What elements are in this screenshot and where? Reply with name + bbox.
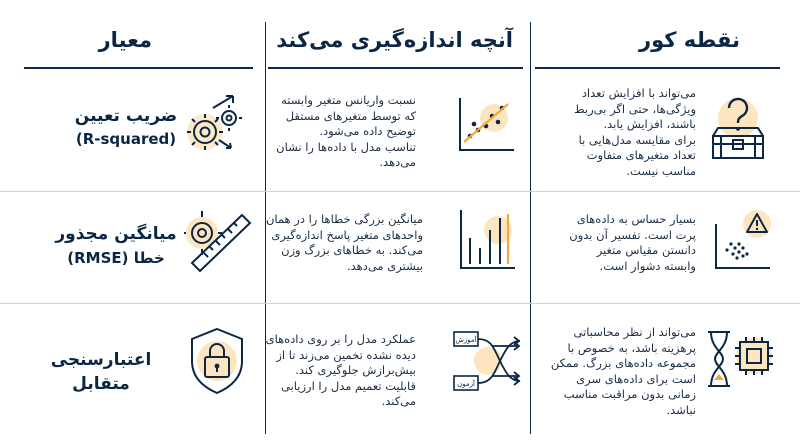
desc-line: وابسته دشوار است.: [599, 258, 696, 273]
blind-spot-desc-r-squared: [546, 86, 696, 179]
metric-name: میانگین مجذور: [55, 224, 177, 244]
header-blind-spot: نقطه کور: [639, 28, 740, 52]
desc-line: توضیح داده می‌شود.: [319, 124, 416, 138]
metric-r-squared: [70, 104, 182, 150]
desc-line: می‌تواند با افزایش تعداد: [581, 86, 696, 100]
desc-line: باشند، افزایش یابد.: [603, 117, 696, 131]
desc-line: برای مقایسه مدل‌هایی با: [578, 132, 696, 147]
desc-line: دیده نشده تخمین می‌زند تا از: [276, 347, 416, 362]
question-chest-icon: [705, 92, 771, 162]
desc-line: دانستن مقیاس متغیر: [596, 243, 696, 257]
measures-desc-rmse: [255, 212, 423, 274]
desc-line: میانگین بزرگی خطاها را در همان: [265, 212, 423, 226]
gears-growth-icon: [183, 92, 249, 156]
desc-line: مناسب نیست.: [626, 163, 696, 178]
train-test-split-icon: [452, 328, 524, 394]
split-label-train: آموزش: [455, 336, 477, 344]
desc-line: قابلیت تعمیم مدل را ارزیابی: [280, 378, 416, 393]
column-divider-2: [530, 22, 531, 434]
header-underline-measures: [268, 67, 523, 69]
desc-line: نباشد.: [666, 402, 696, 417]
desc-line: واحدهای متغیر پاسخ اندازه‌گیری: [271, 227, 423, 242]
header-measures: آنچه اندازه‌گیری می‌کند: [276, 28, 513, 52]
desc-line: تعداد متغیرهای متفاوت: [586, 148, 696, 162]
metric-cross-validation: [26, 348, 176, 396]
desc-line: تناسب مدل با داده‌ها را نشان: [276, 139, 416, 154]
desc-line: مجموعه داده‌های بزرگ. ممکن: [550, 356, 696, 370]
desc-line: عملکرد مدل را بر روی داده‌های: [265, 332, 416, 346]
metric-name: اعتبارسنجی متقابل: [50, 350, 152, 394]
metric-rmse: [52, 222, 180, 270]
desc-line: است برای داده‌های سری: [576, 371, 696, 386]
desc-line: پرت است. تفسیر آن بدون: [569, 227, 696, 242]
header-underline-criterion: [24, 67, 253, 69]
desc-line: نسبت واریانس متغیر وابسته: [281, 93, 416, 107]
scatter-trendline-icon: [456, 96, 516, 154]
desc-line: می‌تواند از نظر محاسباتی: [573, 325, 696, 339]
measures-desc-r-squared: [256, 93, 416, 171]
header-underline-blind-spot: [535, 67, 780, 69]
desc-line: پرهزینه باشد، به خصوص با: [567, 340, 696, 355]
desc-line: زمانی بدون مراقبت مناسب: [563, 387, 696, 401]
desc-line: که توسط متغیرهای مستقل: [285, 108, 416, 123]
split-label-test: آزمون: [457, 380, 475, 388]
hourglass-chip-icon: [704, 326, 778, 392]
row-separator-2: [0, 303, 800, 304]
metric-abbr: خطا (RMSE): [67, 249, 165, 267]
padlock-shield-icon: [186, 325, 248, 395]
header-criterion: معیار: [98, 28, 152, 52]
desc-line: می‌دهد.: [379, 155, 416, 169]
desc-line: ویژگی‌ها، حتی اگر بی‌ربط: [573, 101, 696, 116]
ruler-target-icon: [182, 207, 252, 273]
outlier-warning-icon: [713, 208, 773, 272]
desc-line: بسیار حساس به داده‌های: [576, 212, 696, 226]
metric-name: ضریب تعیین: [74, 106, 178, 126]
desc-line: می‌کند. به خطاهای بزرگ وزن: [281, 243, 423, 257]
measures-desc-cross-validation: [251, 332, 416, 410]
error-bars-icon: [458, 208, 516, 270]
blind-spot-desc-rmse: [546, 212, 696, 274]
desc-line: بیش‌برازش جلوگیری کند.: [295, 363, 416, 377]
desc-line: می‌کند.: [381, 394, 416, 408]
row-separator-1: [0, 191, 800, 192]
blind-spot-desc-cross-validation: [536, 325, 696, 418]
metric-abbr: (R-squared): [75, 130, 177, 148]
desc-line: بیشتری می‌دهد.: [346, 258, 423, 273]
